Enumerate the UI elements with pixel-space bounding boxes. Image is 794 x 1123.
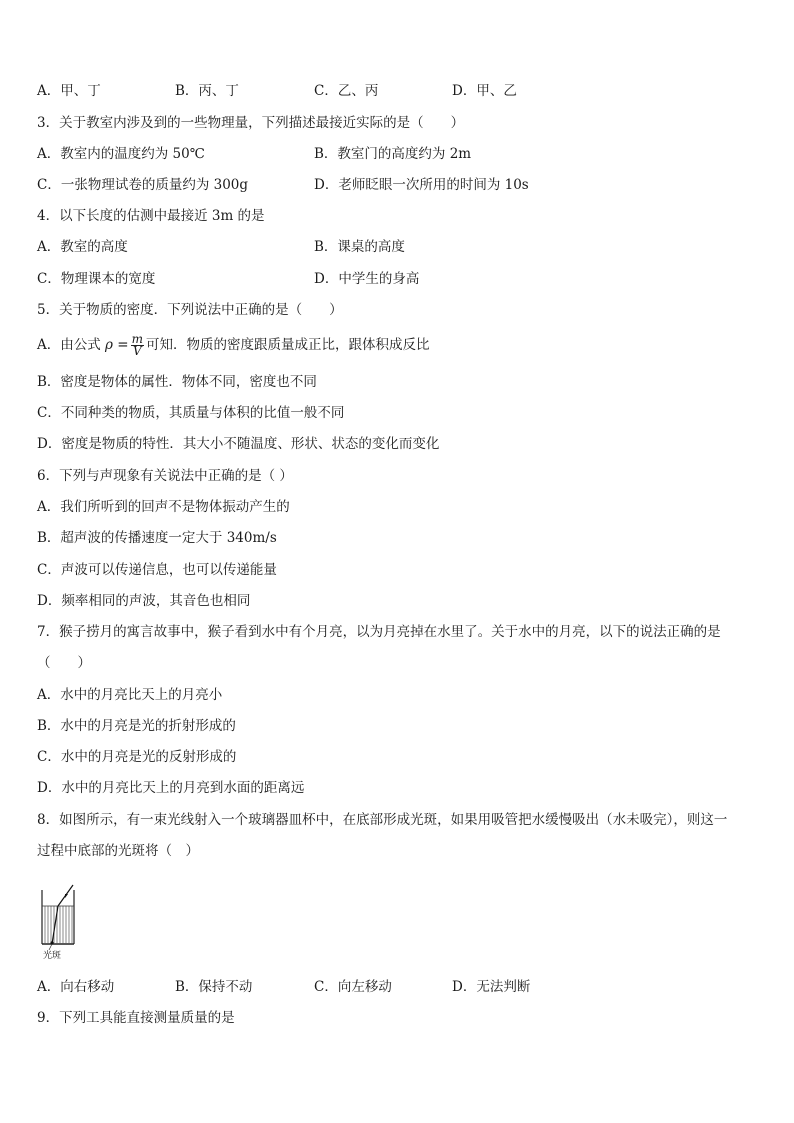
q6-option-a: A．我们所听到的回声不是物体振动产生的 [37, 499, 290, 515]
q5-option-a-prefix: A．由公式 [37, 337, 101, 353]
q3-option-c: C．一张物理试卷的质量约为 300g [37, 177, 249, 193]
q8-option-c: C．向左移动 [314, 979, 392, 995]
beaker-diagram [37, 884, 81, 960]
water-hatching [45, 906, 72, 943]
q8-stem-line2: 过程中底部的光斑将（ ） [37, 843, 199, 859]
q6-option-b: B．超声波的传播速度一定大于 340m/s [37, 530, 277, 546]
q2-option-a: A．甲、丁 [37, 83, 101, 99]
q7-option-c: C．水中的月亮是光的反射形成的 [37, 749, 237, 765]
q5-option-a-suffix: 可知．物质的密度跟质量成正比，跟体积成反比 [145, 337, 430, 353]
q4-option-c: C．物理课本的宽度 [37, 271, 156, 287]
q2-option-b: B．丙、丁 [175, 83, 239, 99]
q5-option-a [37, 334, 429, 357]
q5-option-d: D．密度是物质的特性．其大小不随温度、形状、状态的变化而变化 [37, 436, 440, 452]
light-beaker-figure [37, 884, 81, 964]
q4-option-d: D．中学生的身高 [314, 271, 420, 287]
q6-option-d: D．频率相同的声波，其音色也相同 [37, 593, 251, 609]
q7-option-d: D．水中的月亮比天上的月亮到水面的距离远 [37, 780, 305, 796]
q9-stem: 9．下列工具能直接测量质量的是 [37, 1010, 235, 1026]
q4-option-b: B．课桌的高度 [314, 239, 405, 255]
q4-option-a: A．教室的高度 [37, 239, 128, 255]
q8-option-b: B．保持不动 [175, 979, 253, 995]
q5-stem: 5．关于物质的密度．下列说法中正确的是（ ） [37, 302, 343, 318]
q3-stem: 3．关于教室内涉及到的一些物理量，下列描述最接近实际的是（ ） [37, 115, 465, 131]
q6-option-c: C．声波可以传递信息，也可以传递能量 [37, 562, 277, 578]
ray-arrow [65, 894, 68, 898]
q4-stem: 4．以下长度的估测中最接近 3m 的是 [37, 208, 265, 224]
density-formula-lhs: ρ = [105, 337, 129, 353]
q8-stem-line1: 8．如图所示，有一束光线射入一个玻璃器皿杯中，在底部形成光斑，如果用吸管把水缓慢吸出（水未吸完），则这一 [37, 812, 728, 828]
q3-option-b: B．教室门的高度约为 2m [314, 146, 472, 162]
q7-stem-line1: 7．猴子捞月的寓言故事中，猴子看到水中有个月亮，以为月亮掉在水里了。关于水中的月亮，以下的说法正确的是 [37, 624, 721, 640]
q8-option-a: A．向右移动 [37, 979, 115, 995]
figure-label: 光斑 [43, 951, 62, 960]
q7-option-a: A．水中的月亮比天上的月亮小 [37, 687, 223, 703]
q2-option-c: C．乙、丙 [314, 83, 379, 99]
q7-option-b: B．水中的月亮是光的折射形成的 [37, 718, 236, 734]
q5-option-c: C．不同种类的物质，其质量与体积的比值一般不同 [37, 405, 345, 421]
formula-numerator: m [131, 332, 143, 346]
q2-option-d: D．甲、乙 [452, 83, 517, 99]
formula-denominator: V [132, 344, 142, 358]
q6-stem: 6．下列与声现象有关说法中正确的是（ ） [37, 468, 293, 484]
q8-option-d: D．无法判断 [452, 979, 531, 995]
density-formula-fraction [131, 334, 144, 357]
q7-stem-line2: （ ） [37, 655, 91, 671]
q5-option-b: B．密度是物体的属性．物体不同，密度也不同 [37, 374, 317, 390]
q3-option-a: A．教室内的温度约为 50℃ [37, 146, 205, 162]
q3-option-d: D．老师眨眼一次所用的时间为 10s [314, 177, 529, 193]
